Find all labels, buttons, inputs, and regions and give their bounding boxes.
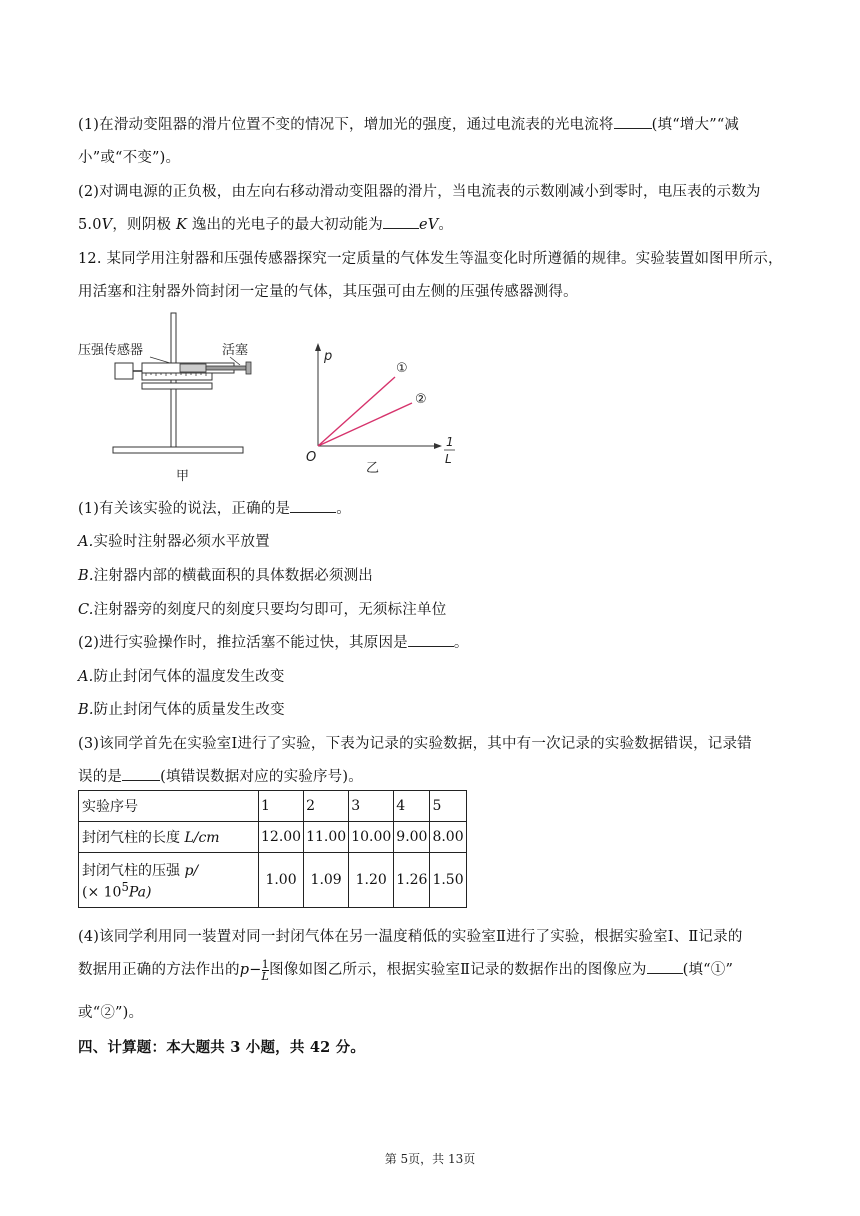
axis-p-label: p xyxy=(324,349,333,364)
q12-part1-option-a: A.实验时注射器必须水平放置 xyxy=(78,534,270,550)
figure-b-caption: 乙 xyxy=(366,461,380,476)
table-cell: 12.00 xyxy=(259,822,304,853)
answer-blank xyxy=(290,500,336,513)
table-header-cell: 实验序号 xyxy=(79,791,259,822)
q12-part2-option-a: A.防止封闭气体的温度发生改变 xyxy=(78,669,285,685)
table-cell: 10.00 xyxy=(349,822,394,853)
table-row xyxy=(79,853,467,908)
origin-label: O xyxy=(306,450,317,465)
q12-part3-line2: 误的是 (填错误数据对应的实验序号)。 xyxy=(78,769,363,785)
q12-part2: (2)进行实验操作时，推拉活塞不能过快，其原因是 。 xyxy=(78,635,469,651)
answer-blank xyxy=(614,116,652,129)
line-2-label: ② xyxy=(415,392,427,407)
fraction-one-over-l: $\frac{1}{L}$ xyxy=(261,957,270,983)
answer-blank xyxy=(647,961,683,974)
table-cell: 1.50 xyxy=(430,853,466,908)
table-cell: 8.00 xyxy=(430,822,466,853)
q12-part4-line1: (4)该同学利用同一装置对同一封闭气体在另一温度稍低的实验室Ⅱ进行了实验，根据实验室Ⅰ、Ⅱ记录的 xyxy=(78,929,743,945)
table-cell: 1.20 xyxy=(349,853,394,908)
q12-part4-line3: 或“②”)。 xyxy=(78,1005,144,1021)
p-vs-inverse-l-graph xyxy=(306,343,455,476)
section-heading: 四、计算题：本大题共 3 小题，共 42 分。 xyxy=(78,1039,366,1056)
piston-label: 活塞 xyxy=(222,343,249,358)
axis-x-denominator: L xyxy=(445,452,452,466)
table-cell: 1 xyxy=(259,791,304,822)
q12-part1-option-c: C.注射器旁的刻度尺的刻度只要均匀即可，无须标注单位 xyxy=(78,602,447,618)
experiment-figure xyxy=(70,305,470,485)
axis-x-numerator: 1 xyxy=(446,435,454,449)
q11-part1-line2: 小”或“不变”)。 xyxy=(78,150,181,166)
apparatus-diagram xyxy=(78,313,251,484)
q11-part2-line1: (2)对调电源的正负极，由左向右移动滑动变阻器的滑片，当电流表的示数刚减小到零时，电压表的示数为 xyxy=(78,184,761,200)
table-cell: 4 xyxy=(394,791,430,822)
table-cell: 2 xyxy=(304,791,349,822)
experiment-data-table xyxy=(78,790,467,908)
q12-stem-line1: 12. 某同学用注射器和压强传感器探究一定质量的气体发生等温变化时所遵循的规律。实验装置如图甲所示， xyxy=(78,251,783,267)
q12-part2-option-b: B.防止封闭气体的质量发生改变 xyxy=(78,702,285,718)
q12-part1-option-b: B.注射器内部的横截面积的具体数据必须测出 xyxy=(78,568,373,584)
page-footer: 第 5页，共 13页 xyxy=(384,1152,476,1166)
sensor-label: 压强传感器 xyxy=(78,343,144,358)
table-header-cell: 封闭气柱的长度 L/cm xyxy=(79,822,259,853)
table-row xyxy=(79,822,467,853)
graph-line-1 xyxy=(318,377,395,446)
q11-part1-line1: (1)在滑动变阻器的滑片位置不变的情况下，增加光的强度，通过电流表的光电流将 (填“增大”“减 xyxy=(78,117,740,133)
table-header-cell: 封闭气柱的压强 p/ (× $10^5Pa$) xyxy=(79,853,259,908)
q11-part2-line2: 5.0V，则阴极 K 逸出的光电子的最大初动能为 eV。 xyxy=(78,217,454,233)
table-cell: 5 xyxy=(430,791,466,822)
q12-part3-line1: (3)该同学首先在实验室Ⅰ进行了实验，下表为记录的实验数据，其中有一次记录的实验数据错误，记录错 xyxy=(78,736,752,752)
figure-a-caption: 甲 xyxy=(176,469,190,484)
graph-line-2 xyxy=(318,403,412,446)
q12-part1: (1)有关该实验的说法，正确的是 。 xyxy=(78,501,351,517)
table-cell: 11.00 xyxy=(304,822,349,853)
table-cell: 3 xyxy=(349,791,394,822)
answer-blank xyxy=(383,216,419,229)
q12-part4-line2: 数据用正确的方法作出的p− $\frac{1}{L}$ 图像如图乙所示，根据实验室Ⅱ记录的数据作出的图像应为 (填“①” xyxy=(78,957,734,983)
table-cell: 1.00 xyxy=(259,853,304,908)
answer-blank xyxy=(408,634,454,647)
q12-stem-line2: 用活塞和注射器外筒封闭一定量的气体，其压强可由左侧的压强传感器测得。 xyxy=(78,284,578,300)
table-cell: 1.09 xyxy=(304,853,349,908)
line-1-label: ① xyxy=(396,361,408,376)
answer-blank xyxy=(122,768,160,781)
table-row xyxy=(79,791,467,822)
table-cell: 9.00 xyxy=(394,822,430,853)
table-cell: 1.26 xyxy=(394,853,430,908)
